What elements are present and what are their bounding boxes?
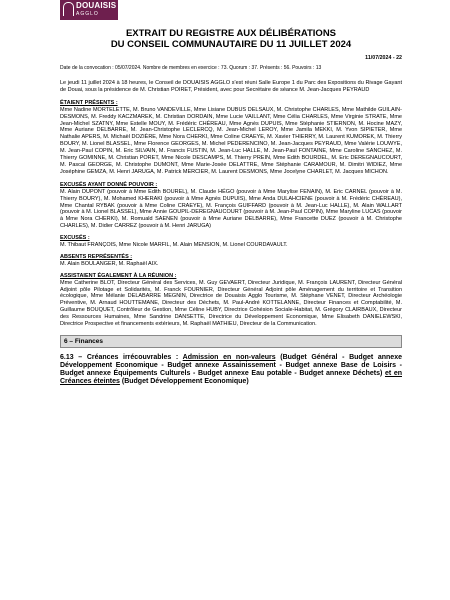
logo-sub: AGGLO [76,11,99,17]
title-line-2: DU CONSEIL COMMUNAUTAIRE DU 11 JUILLET 2024 [110,39,352,50]
convocation-meta: Date de la convocation : 05/07/2024. Nombre de membres en exercice : 73. Quorum : 37. Présents : 56. Pouvoirs : 13 [60,65,322,71]
item-rest-2: (Budget Développement Economique) [119,378,249,386]
item-underlined-1: Admission en non-valeurs [182,354,276,361]
assistaient-list: Mme Catherine BLOT, Directeur Général des Services, M. Guy GEVAERT, Directeur Juridique, M. François LAURENT, Directeur Général Adjoint pôle Pilotage et Solidarités, M. Franck FOURNIER, Directeur Général Adjoint pôle Aménagement du territoire et Transition écologique, Mme Mélanie DELABARRE MEGNIN, Directrice de Douaisis Agglo Tourisme, M. Stéphane VENET, Directeur Archéologie Préventive, M. Arnaud HOUTTEMANE, Directeur des Déchets, M. Paul-André KOTTELANNE, Directeur Finances et Comptabilité, M. Guillaume BOUQUET, Contrôleur de Gestion, Mme Céline HUBY, Directrice Cohésion Sociale-Habitat, M. Grégory CLAIRBAUX, Directeur des Ressources Humaines, Mme Sandrine DANSETTE, Directrice du Développement Economique, Mme Elisabeth DANIELEWSKI, Directrice Prospective et financements extérieurs, M. Raphaël MATHIEU, Directeur de la Communication. [60,279,402,328]
item-number: 6.13 – Créances irrécouvrables : [60,354,183,361]
item-underlined-2: et en Créances éteintes [60,370,402,386]
document-page [60,28,402,386]
deliberation-item-heading [60,354,402,386]
absents-list: M. Alain BOULANGER, M. Raphaël AIX. [60,260,159,267]
intro-paragraph: Le jeudi 11 juillet 2024 à 18 heures, le Conseil de DOUAISIS AGGLO s'est réuni Salle Europe 1 du Parc des Expositions du Rivage Gayant de Douai, sous la présidence de M. Christian POIRET, Président, avec pour Secrétaire de séance M. Jean-Jacques PEYRAUD [60,80,402,93]
document-title [60,28,402,50]
absents-heading: ABSENTS REPRÉSENTÉS : [60,253,133,260]
excuses-pouvoir-section [60,182,402,230]
title-line-1: EXTRAIT DU REGISTRE AUX DÉLIBÉRATIONS [125,28,337,39]
absents-section [60,254,402,268]
excuses-section [60,235,402,249]
douaisis-agglo-logo [60,0,118,20]
assistaient-heading: ASSISTAIENT ÉGALEMENT À LA RÉUNION : [60,272,177,279]
presents-heading: ÉTAIENT PRÉSENTS : [60,99,118,106]
excuses-pouvoir-list: M. Alain DUPONT (pouvoir à Mme Edith BOUREL), M. Claude HÉGO (pouvoir à Mme Marylise FENAIN), M. Eric CARNEL (pouvoir à M. Thierry BOURY), M. Mohamed KHERAKI (pouvoir à Mme Agnès DUPUIS), Mme Anda DULAHCIENE (pouvoir à M. Frédéric CHÉREAU), Mme Chantal RYBAK (pouvoir à Mme Coline CRAEYE), M. François GUIFFARD (pouvoir à M. Jean-Luc HALLE), M. Alain WALLART (pouvoir à M. Lionel BLASSEL), Mme Annie GOUPIL-DEREGNAUCOURT (pouvoir à M. Jean-Paul COPIN), Mme Maryline LUCAS (pouvoir à Mme Nora CHERKI), M. Romuald SAENEN (pouvoir à Mme Auriane DELBARRE), Mme Francette DUEZ (pouvoir à M. Christophe CHARLES), M. Didier CARREZ (pouvoir à M. Henri JARUGA) [60,188,402,230]
finances-section-bar: 6 – Finances [60,335,402,348]
logo-arch-icon [63,2,74,16]
excuses-pouvoir-heading: EXCUSÉS AYANT DONNÉ POUVOIR : [60,181,158,188]
excuses-heading: EXCUSÉS : [60,235,90,242]
item-rest-1: (Budget Général - Budget annexe Développement Economique - Budget annexe Assainissement - Budget annexe Base de Loisirs - Budget annexe Équipements Culturels - Budget annexe Eau potable - Budget annexe Déchets) [60,354,402,378]
presents-list: Mme Nadine MORTELETTE, M. Bruno VANDEVILLE, Mme Lisiane DUBUS DELSAUX, M. Christophe CHARLES, Mme Mathilde GUILAIN-DESMONS, M. Freddy KACZMAREK, M. Christian DORDAIN, Mme Lucie VAILLANT, Mme Célia CHARLES, Mme Virginie STRATE, Mme Jean-Michel SZATNY, Mme Estelle MOUY, M. Frédéric CHÉREAU, Mme Agnès DUPUIS, Mme Stéphanie STIERNON, M. Hocine MAZY, Mme Auriane DELBARRE, M. Jean-Christophe LECLERCQ, M. Jean-Michel LEROY, Mme Jamila MEKKI, M. Yvon SIPIETER, Mme Nathalie APERS, M. Michaël DOZIÈRE, Mme Nora CHERKI, Mme Coline CRAEYE, M. Xavier THIERRY, M. Laurent KUMOREK, M. Thierry BOURY, M. Lionel BLASSEL, Mme Florence GEORGES, M. Michel PEDERENCINO, M. Jean-Jacques PEYRAUD, Mme Valérie LOUWYE, M. Jean-Paul COPIN, M. Eric SILVAIN, M. Francis FUSTIN, M. Jean-Luc HALLE, M. Jean-Paul FONTAINE, Mme Caroline SANCHEZ, M. Thierry GOMINNE, M. Christian PORET, Mme Nicole DESCAMPS, M. Thierry PREIN, Mme Edith BOURDEL, M. Eric DEREGNAUCOURT, M. Pascal GEORGE, M. Christophe DUMONT, Mme Marie-Josée DELATTRE, Mme Stéphanie CARAMOUR, M. Dimitri WIDIEZ, Mme Joséphine GEMZA, M. Henri JARUGA, M. Patrick MERCIER, M. Laurent DESMONS, Mme Jocelyne CHARLET, M. Jacques MICHON. [60,106,402,175]
logo-name: DOUAISIS [76,1,117,10]
deliberation-reference: 11/07/2024 - 22 [365,55,402,61]
assistaient-section [60,273,402,328]
presents-section [60,100,402,176]
excuses-list: M. Thibaut FRANÇOIS, Mme Nicole MARFIL, M. Alain MENSION, M. Lionel COURDAVAULT. [60,242,288,249]
